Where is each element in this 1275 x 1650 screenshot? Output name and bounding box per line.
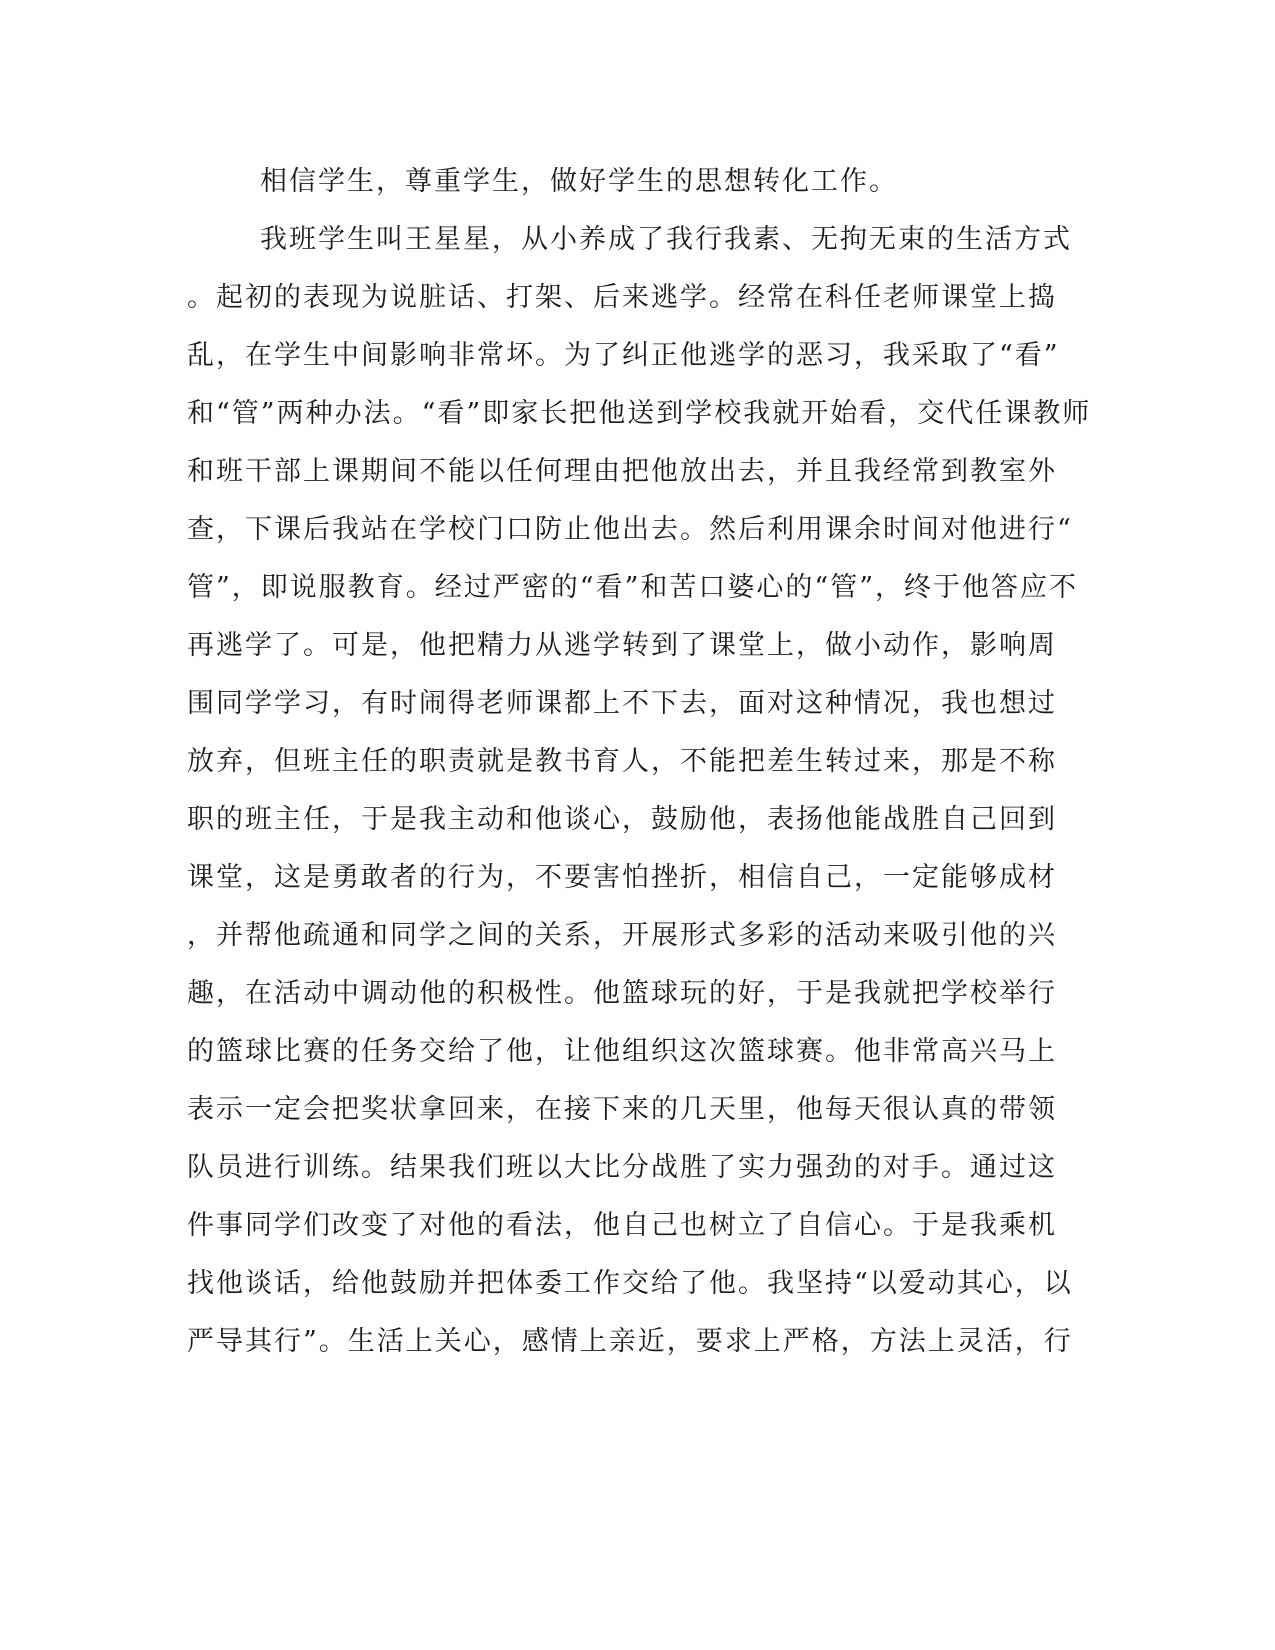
text-line: 职的班主任，于是我主动和他谈心，鼓励他，表扬他能战胜自己回到	[187, 804, 1057, 835]
text-line: 再逃学了。可是，他把精力从逃学转到了课堂上，做小动作，影响周	[187, 630, 1057, 661]
text-line: 我班学生叫王星星，从小养成了我行我素、无拘无束的生活方式	[260, 224, 1072, 255]
text-line: 和班干部上课期间不能以任何理由把他放出去，并且我经常到教室外	[187, 456, 1057, 487]
text-line: 找他谈话，给他鼓励并把体委工作交给了他。我坚持“以爱动其心，以	[187, 1268, 1073, 1299]
text-line: 查，下课后我站在学校门口防止他出去。然后利用课余时间对他进行“	[187, 514, 1073, 545]
paragraph-heading-line: 相信学生，尊重学生，做好学生的思想转化工作。	[260, 166, 898, 197]
text-line: 管”，即说服教育。经过严密的“看”和苦口婆心的“管”，终于他答应不	[187, 572, 1079, 603]
text-line: 。起初的表现为说脏话、打架、后来逃学。经常在科任老师课堂上捣	[187, 282, 1057, 313]
text-line: 队员进行训练。结果我们班以大比分战胜了实力强劲的对手。通过这	[187, 1152, 1057, 1183]
text-line: 放弃，但班主任的职责就是教书育人，不能把差生转过来，那是不称	[187, 746, 1057, 777]
text-line: 和“管”两种办法。“看”即家长把他送到学校我就开始看，交代任课教师	[187, 398, 1092, 429]
text-line: 件事同学们改变了对他的看法，他自己也树立了自信心。于是我乘机	[187, 1210, 1057, 1241]
text-line: 的篮球比赛的任务交给了他，让他组织这次篮球赛。他非常高兴马上	[187, 1036, 1057, 1067]
text-line: ，并帮他疏通和同学之间的关系，开展形式多彩的活动来吸引他的兴	[187, 920, 1057, 951]
text-line: 乱，在学生中间影响非常坏。为了纠正他逃学的恶习，我采取了“看”	[187, 340, 1060, 371]
text-line: 严导其行”。生活上关心，感情上亲近，要求上严格，方法上灵活，行	[187, 1326, 1073, 1357]
text-line: 趣，在活动中调动他的积极性。他篮球玩的好，于是我就把学校举行	[187, 978, 1057, 1009]
text-line: 围同学学习，有时闹得老师课都上不下去，面对这种情况，我也想过	[187, 688, 1057, 719]
text-line: 表示一定会把奖状拿回来，在接下来的几天里，他每天很认真的带领	[187, 1094, 1057, 1125]
text-line: 课堂，这是勇敢者的行为，不要害怕挫折，相信自己，一定能够成材	[187, 862, 1057, 893]
